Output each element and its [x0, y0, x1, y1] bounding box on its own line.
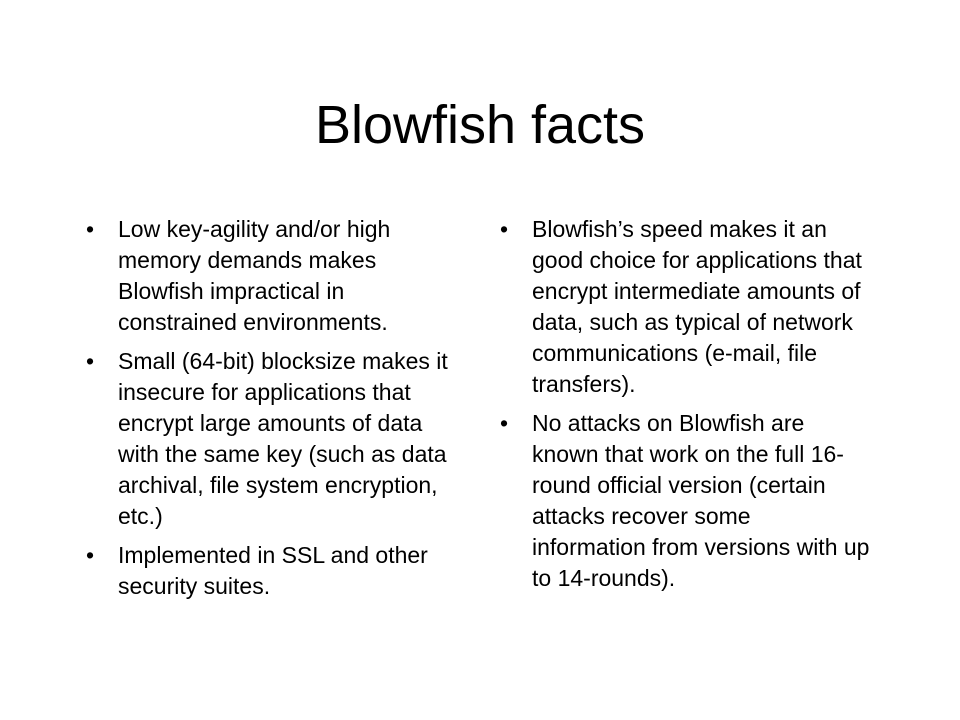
bullet-text: No attacks on Blowfish are known that work on the full 16-round official version (certain attacks recover some information from versions with up to 14-rounds).: [532, 410, 870, 591]
right-bullet-list: [500, 214, 870, 602]
bullet-text: Implemented in SSL and other security suites.: [118, 542, 428, 599]
bullet-icon: •: [500, 216, 509, 242]
right-bullet-item-2: [500, 408, 870, 594]
bullet-icon: •: [86, 216, 95, 242]
bullet-text: Low key-agility and/or high memory demands makes Blowfish impractical in constrained environments.: [118, 216, 391, 335]
bullet-icon: •: [500, 410, 509, 436]
bullet-text: Blowfish’s speed makes it an good choice for applications that encrypt intermediate amounts of data, such as typical of network communications (e-mail, file transfers).: [532, 216, 862, 397]
bullet-text: Small (64-bit) blocksize makes it insecure for applications that encrypt large amounts of data with the same key (such as data archival, file system encryption, etc.): [118, 348, 448, 529]
left-bullet-item-3: [86, 540, 456, 602]
right-bullet-item-1: [500, 214, 870, 400]
left-bullet-list: [86, 214, 456, 610]
left-bullet-item-1: [86, 214, 456, 338]
slide-title: Blowfish facts: [314, 95, 646, 155]
left-bullet-item-2: [86, 346, 456, 532]
bullet-icon: •: [86, 542, 95, 568]
bullet-icon: •: [86, 348, 95, 374]
